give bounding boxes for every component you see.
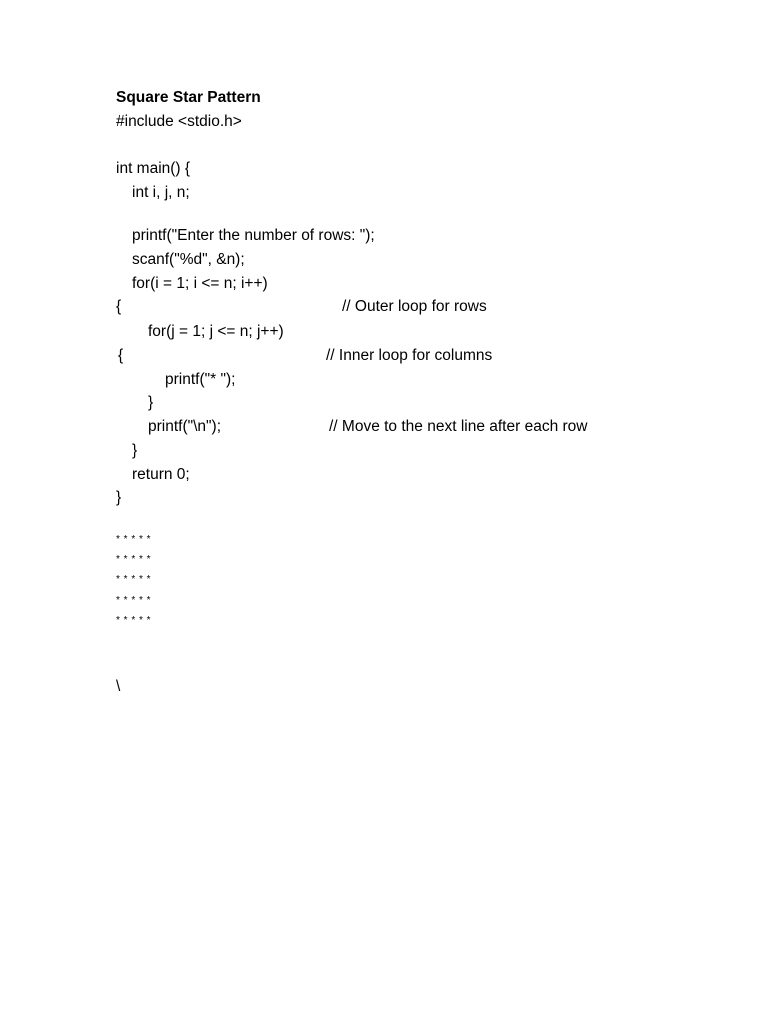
code-outer-comment: // Outer loop for rows xyxy=(342,298,487,315)
code-print-newline: printf("\n"); xyxy=(148,418,222,435)
output-row: * * * * * xyxy=(116,554,152,565)
output-row: * * * * * xyxy=(116,534,152,545)
code-close-main: } xyxy=(116,489,122,506)
trailing-backslash: \ xyxy=(116,678,121,695)
output-row: * * * * * xyxy=(116,595,152,606)
code-close-outer: } xyxy=(132,442,138,459)
code-close-inner: } xyxy=(148,394,154,411)
code-include: #include <stdio.h> xyxy=(116,113,242,130)
code-scanf: scanf("%d", &n); xyxy=(132,251,245,268)
code-inner-brace: { xyxy=(118,347,124,364)
code-declaration: int i, j, n; xyxy=(132,184,190,201)
code-inner-comment: // Inner loop for columns xyxy=(326,347,493,364)
code-newline-comment: // Move to the next line after each row xyxy=(329,418,588,435)
code-main-signature: int main() { xyxy=(116,160,191,177)
code-return: return 0; xyxy=(132,466,190,483)
output-row: * * * * * xyxy=(116,615,152,626)
code-outer-for: for(i = 1; i <= n; i++) xyxy=(132,275,268,292)
code-outer-brace: { xyxy=(116,298,122,315)
output-row: * * * * * xyxy=(116,574,152,585)
document-title: Square Star Pattern xyxy=(116,89,261,106)
code-prompt: printf("Enter the number of rows: "); xyxy=(132,227,375,244)
code-inner-for: for(j = 1; j <= n; j++) xyxy=(148,323,284,340)
code-print-star: printf("* "); xyxy=(165,371,236,388)
